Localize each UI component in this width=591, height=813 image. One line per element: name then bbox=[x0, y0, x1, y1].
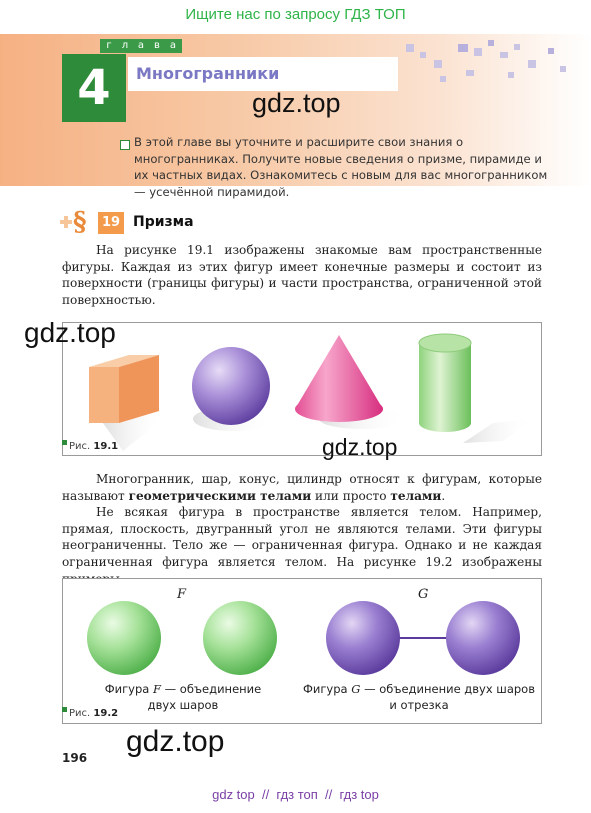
figure-g-letter: G bbox=[418, 587, 429, 602]
figure-marker bbox=[62, 707, 67, 712]
paragraph-text: Многогранник, шар, конус, цилиндр относят к фигурам, которые называют геометрическими телами или просто телами. bbox=[62, 472, 542, 503]
cone-shape bbox=[295, 335, 407, 429]
prism-shape bbox=[89, 355, 163, 451]
sphere-shape bbox=[192, 347, 273, 431]
term-bodies: телами bbox=[390, 488, 442, 503]
figure-19-1 bbox=[62, 322, 542, 456]
figure-g-caption: Фигура G — объединение двух шаров и отрезка bbox=[303, 682, 535, 712]
watermark: gdz.top bbox=[322, 434, 398, 460]
figure-19-2 bbox=[62, 578, 542, 724]
chapter-label-strip bbox=[100, 39, 182, 53]
chapter-intro-text: В этой главе вы уточните и расширите свои знания о многогранниках. Получите новые сведения о призме, пирамиде и их частных видах. Ознакомитесь с новым для вас многогранником — усечённой пирамидой. bbox=[134, 135, 548, 199]
figure-f-balls bbox=[87, 601, 277, 675]
section-sign: § bbox=[73, 207, 87, 237]
chapter-label-letter: л bbox=[121, 40, 129, 51]
figure-19-1-label: Рис. 19.1 bbox=[69, 441, 119, 452]
chapter-number: 4 bbox=[62, 54, 126, 122]
paragraph-text: Не всякая фигура в пространстве является телом. Например, прямая, плоскость, двугранный угол не являются телами. Эти фигуры неограниченны. Тело же — ограниченная фигура. Однако и не каждая ограниченная фигура является телом. На рисунке 19.2 изображены bbox=[62, 505, 542, 569]
chapter-label-letter: в bbox=[154, 40, 160, 51]
cylinder-shape bbox=[419, 334, 533, 443]
paragraph-bodies bbox=[62, 471, 542, 587]
paragraph-text: На рисунке 19.1 изображены знакомые вам пространственные фигуры. Каждая из этих фигур имеет конечные размеры и состоит из поверхности (границы фигуры) и части пространства, ограниченной этой поверхностью. bbox=[62, 243, 542, 307]
page-number: 196 bbox=[62, 751, 88, 765]
intro-bullet-icon bbox=[120, 140, 130, 150]
watermark: gdz.top bbox=[252, 88, 341, 118]
chapter-label-letter: а bbox=[137, 40, 145, 51]
figure-f-letter: F bbox=[177, 587, 187, 602]
chapter-label-letter: а bbox=[169, 40, 177, 51]
figure-19-1-shapes bbox=[63, 323, 541, 455]
chapter-title: Многогранники bbox=[136, 64, 280, 83]
paragraph-intro bbox=[62, 242, 542, 308]
chapter-label-letter: г bbox=[106, 40, 112, 51]
section-number: 19 bbox=[98, 212, 124, 234]
search-hint-link[interactable]: Ищите нас по запросу ГДЗ ТОП bbox=[185, 6, 406, 23]
watermark: gdz.top bbox=[126, 725, 225, 758]
figure-marker bbox=[62, 440, 67, 445]
figure-g-balls-segment bbox=[326, 601, 520, 675]
term-geometric-bodies: геометрическими телами bbox=[128, 488, 312, 503]
watermark: gdz.top bbox=[24, 317, 116, 348]
section-title: Призма bbox=[133, 214, 194, 230]
section-cross-decoration bbox=[60, 216, 72, 228]
figure-19-2-label: Рис. 19.2 bbox=[69, 708, 119, 719]
figure-f-caption: Фигура F — объединение двух шаров bbox=[104, 682, 262, 712]
footer-links[interactable]: gdz top // гдз топ // гдз top bbox=[212, 787, 379, 802]
